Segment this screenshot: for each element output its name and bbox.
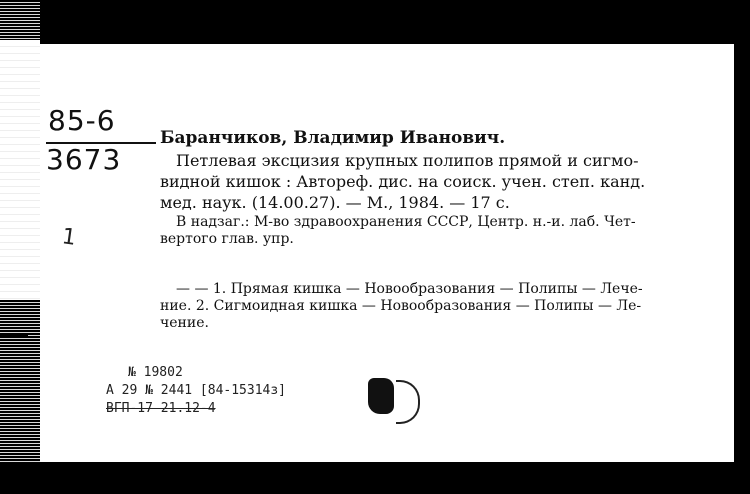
scan-edge-mark bbox=[0, 300, 40, 302]
scan-border-top bbox=[40, 0, 750, 44]
scan-border-right bbox=[734, 44, 750, 462]
card-stamp-line: № 19802 bbox=[128, 365, 183, 380]
card-subject-line: — — 1. Прямая кишка — Новообразования — Полипы — Лече- bbox=[176, 281, 643, 297]
card-title-line: видной кишок : Автореф. дис. на соиск. учен. степ. канд. bbox=[160, 172, 646, 191]
card-author: Баранчиков, Владимир Иванович. bbox=[160, 128, 506, 148]
card-note-line: вертого глав. упр. bbox=[160, 231, 294, 247]
card-stamp-line: А 29 № 2441 [84-15314з] bbox=[106, 383, 287, 398]
card-title-line: Петлевая эксцизия крупных полипов прямой и сигмо- bbox=[176, 151, 639, 170]
card-stamp-line: ВГП-17—21.12-4 bbox=[106, 401, 216, 416]
call-number-bottom: 3673 bbox=[46, 143, 122, 176]
scan-edge-mark bbox=[0, 335, 28, 337]
scan-border-bottom bbox=[0, 462, 750, 494]
call-number-top: 85-6 bbox=[48, 104, 116, 137]
card-subject-line: чение. bbox=[160, 315, 209, 331]
ink-blot bbox=[368, 378, 394, 414]
card-note-line: В надзаг.: М-во здравоохранения СССР, Центр. н.-и. лаб. Чет- bbox=[176, 214, 636, 230]
card-subject-line: ние. 2. Сигмоидная кишка — Новообразования — Полипы — Ле- bbox=[160, 298, 642, 314]
handwritten-mark: 1 bbox=[60, 224, 78, 251]
scan-border-left-light bbox=[0, 40, 40, 300]
card-title-line: мед. наук. (14.00.27). — М., 1984. — 17 с. bbox=[160, 193, 510, 212]
